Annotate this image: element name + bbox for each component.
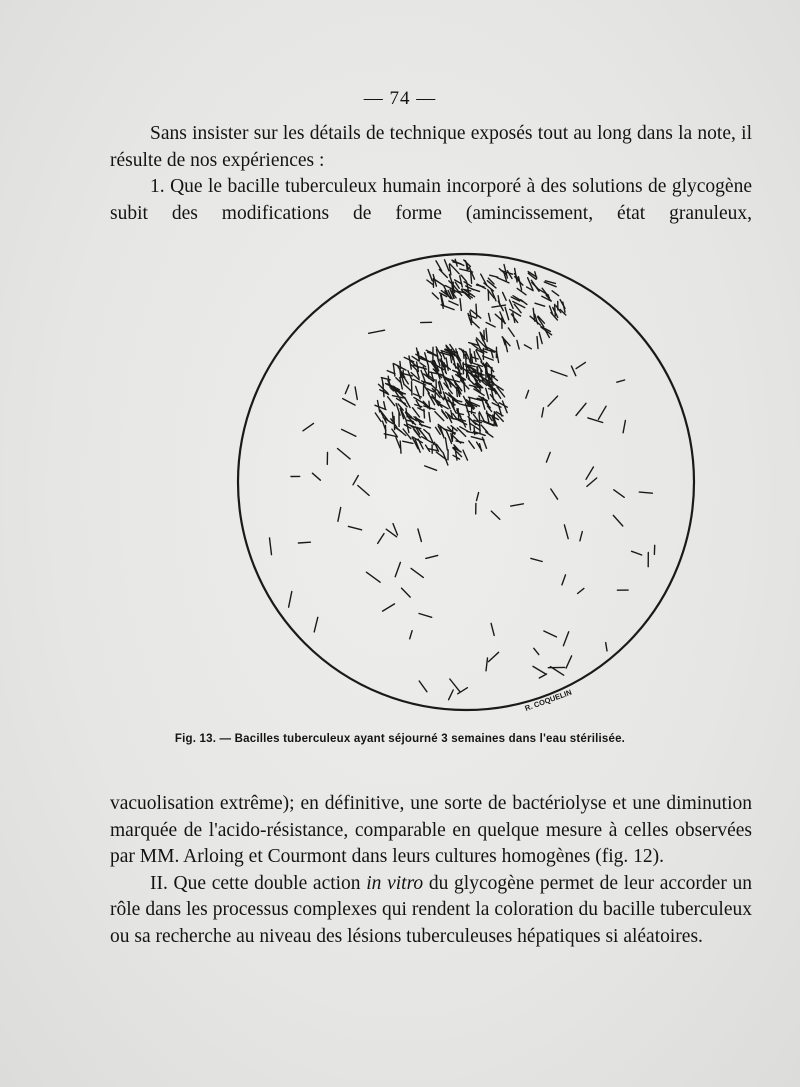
bacillus-rod [450, 679, 460, 692]
bacillus-rod [552, 291, 559, 296]
bacillus-rod [539, 333, 542, 344]
bacillus-rod [480, 423, 481, 433]
bacillus-rod [481, 421, 493, 426]
bacillus-rod [460, 299, 461, 311]
bacillus-rod [394, 416, 395, 429]
bacillus-rod [366, 572, 380, 582]
bacillus-rod [425, 466, 437, 470]
bacillus-rod [451, 426, 457, 431]
bacillus-rod [537, 337, 538, 349]
bacillus-rod [487, 362, 494, 371]
bacillus-rod [639, 492, 652, 493]
bacillus-rod [449, 301, 458, 305]
bacillus-rod [505, 307, 509, 319]
bacillus-rod [588, 418, 603, 423]
bacillus-rod [546, 452, 550, 462]
bacillus-rod [483, 356, 494, 360]
bacillus-rod [338, 508, 341, 522]
bacillus-rod [348, 526, 361, 529]
bacillus-rod [375, 413, 381, 421]
point-2-text-a: II. Que cette double action [150, 872, 367, 894]
bacillus-rod [486, 658, 488, 671]
bacillus-rod [486, 432, 493, 437]
bacillus-rod [576, 362, 585, 368]
bacillus-rod [414, 398, 424, 404]
bacillus-rod [471, 354, 472, 362]
bacillus-rod [343, 399, 355, 406]
bacillus-rod [507, 271, 512, 279]
bacillus-rod [598, 406, 606, 419]
bacillus-rod [355, 387, 357, 399]
bacillus-rod [571, 366, 575, 376]
bacillus-rod [632, 551, 642, 555]
bacillus-rod [411, 568, 423, 577]
bacillus-rod [578, 588, 584, 593]
point-2-text-b: du glycogène permet de leur accorder un rôle dans les processus complexes qui rendent la coloration du bacille tuberculeux ou sa recherche au niveau des lésions tuberculeuses hépatiques si aléatoires. [110, 872, 752, 947]
bacillus-rod [312, 473, 320, 480]
bacillus-rod [402, 588, 411, 597]
bacillus-rod [409, 356, 411, 369]
bacillus-rod [606, 643, 607, 651]
bacillus-rod [453, 436, 461, 444]
bacillus-rod [539, 674, 546, 678]
bacillus-rod [382, 378, 384, 385]
bacillus-rod [413, 408, 420, 417]
bacillus-rod [469, 267, 474, 279]
microscope-field-circle [238, 254, 694, 710]
bacillus-rod [383, 604, 395, 611]
bacillus-rod [405, 385, 412, 391]
bacillus-rod [429, 412, 430, 421]
bacillus-rod [491, 511, 500, 519]
intro-text [110, 121, 752, 227]
microscope-field-drawing [226, 245, 706, 723]
bacillus-rod [566, 656, 572, 668]
bacillus-rod [392, 412, 393, 420]
microscope-figure [226, 245, 706, 723]
bacillus-rod [477, 493, 479, 501]
bacillus-rod [410, 631, 412, 639]
bacillus-rod [480, 444, 482, 451]
bacillus-rod [446, 358, 448, 370]
bacillus-rod [470, 349, 471, 362]
bacillus-rod [338, 449, 351, 459]
intro-paragraph: Sans insister sur les détails de technique exposés tout au long dans la note, il résulte de nos expériences : [110, 123, 752, 171]
bacillus-rod [463, 450, 468, 460]
bacillus-rod [414, 394, 422, 397]
artist-signature: R. COQUELIN [523, 687, 573, 713]
bacillus-rod [544, 631, 557, 637]
bacilli-group [270, 259, 655, 699]
bacillus-rod [388, 397, 395, 406]
bacillus-rod [469, 441, 475, 448]
bacillus-rod [551, 371, 567, 377]
bacillus-rod [534, 648, 539, 654]
bacillus-rod [416, 386, 421, 398]
bacillus-rod [548, 396, 558, 406]
bacillus-rod [403, 441, 413, 443]
bacillus-rod [562, 575, 566, 585]
bacillus-rod [314, 617, 318, 632]
bacillus-rod [455, 259, 457, 266]
bacillus-rod [449, 690, 454, 700]
bacillus-rod [393, 363, 395, 376]
point-1-end: vacuolisation extrême); en définitive, une sorte de bactériolyse et une diminution marquée de l'acido-résistance, comparable en quelque mesure à celles observées par MM. Arloing et Courmont dans leurs cultures homogènes (fig. 12). [110, 793, 752, 867]
bacillus-rod [576, 403, 586, 415]
bacillus-rod [542, 408, 544, 417]
bacillus-rod [513, 313, 515, 323]
bacillus-rod [486, 388, 489, 399]
bacillus-rod [508, 328, 514, 336]
bacillus-rod [535, 303, 545, 306]
bacillus-rod [345, 385, 349, 394]
bacillus-rod [526, 390, 529, 398]
bacillus-rod [481, 425, 488, 432]
bacillus-rod [369, 330, 385, 333]
bacillus-rod [418, 529, 422, 542]
bacillus-rod [289, 592, 292, 608]
figure-caption: Fig. 13. — Bacilles tuberculeux ayant séjourné 3 semaines dans l'eau stérilisée. [174, 733, 626, 745]
bacillus-rod [479, 413, 480, 420]
bacillus-rod [445, 438, 447, 450]
bacillus-rod [358, 486, 369, 496]
bacillus-rod [461, 275, 466, 281]
bacillus-rod [298, 542, 310, 543]
bacillus-rod [419, 681, 427, 692]
bacillus-rod [533, 666, 546, 674]
bacillus-rod [613, 515, 623, 526]
bacillus-rod [517, 340, 519, 349]
bacillus-rod [452, 260, 464, 265]
bacillus-rod [564, 525, 568, 539]
bacillus-rod [445, 260, 449, 271]
bacillus-rod [458, 409, 459, 419]
bacillus-rod [462, 289, 471, 291]
bacillus-rod [486, 323, 495, 327]
bacillus-rod [396, 437, 400, 448]
bacillus-rod [586, 467, 593, 479]
bacillus-rod [395, 562, 400, 576]
bacillus-rod [491, 623, 494, 635]
bacillus-rod [342, 429, 356, 436]
bacillus-rod [432, 293, 438, 299]
bacillus-rod [587, 478, 597, 486]
bacillus-rod [614, 490, 624, 498]
bacillus-rod [489, 313, 491, 321]
bacillus-rod [524, 345, 531, 349]
bacillus-rod [459, 370, 461, 381]
bacillus-rod [580, 532, 582, 541]
bacillus-rod [303, 423, 314, 430]
bacillus-rod [402, 401, 408, 407]
bacillus-rod [511, 504, 524, 506]
point-2-italic: in vitro [366, 872, 424, 894]
bacillus-rod [489, 652, 499, 661]
bacillus-rod [270, 538, 272, 555]
bacillus-rod [419, 614, 432, 618]
bacillus-rod [486, 329, 487, 342]
bacillus-rod [444, 383, 452, 394]
bacillus-rod [482, 437, 486, 448]
bacillus-rod [441, 358, 442, 370]
bacillus-rod [551, 489, 558, 499]
bacillus-rod [563, 632, 568, 646]
point-1-start: 1. Que le bacille tuberculeux humain incorporé à des solutions de glycogène subit des modifications de forme (amincissement, état granuleux, [110, 176, 752, 224]
page-number: — 74 — [363, 88, 437, 109]
bacillus-rod [449, 265, 451, 275]
bacillus-rod [378, 534, 384, 544]
bacillus-rod [460, 276, 463, 287]
bacillus-rod [474, 352, 476, 362]
bacillus-rod [532, 283, 538, 289]
bacillus-rod [439, 269, 447, 277]
bacillus-rod [617, 380, 625, 382]
bacillus-rod [477, 285, 485, 287]
bacillus-rod [353, 476, 358, 485]
bacillus-rod [443, 453, 448, 466]
point-2 [110, 871, 752, 951]
bacillus-rod [426, 555, 438, 558]
bacillus-rod [428, 270, 432, 281]
continuation-text [110, 791, 752, 950]
bacillus-rod [490, 275, 498, 277]
bacillus-rod [623, 421, 625, 433]
bacillus-rod [503, 292, 507, 300]
bacillus-rod [531, 558, 542, 561]
bacillus-rod [492, 305, 506, 307]
bacillus-rod [393, 524, 398, 535]
bacillus-rod [495, 314, 505, 323]
